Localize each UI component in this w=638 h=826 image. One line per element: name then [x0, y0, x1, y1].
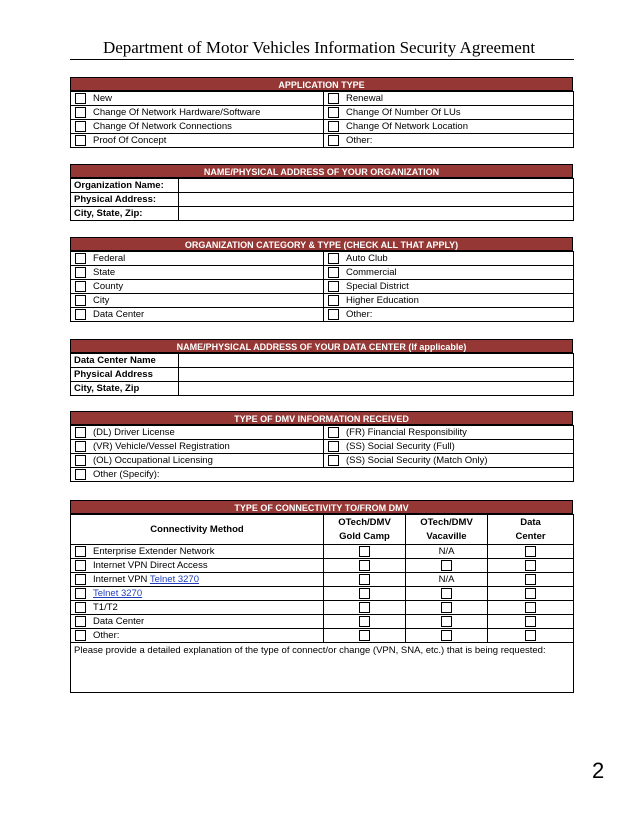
checkbox[interactable] [75, 309, 86, 320]
checkbox[interactable] [75, 546, 86, 557]
telnet-link[interactable]: Telnet 3270 [93, 588, 143, 599]
method-telnet [71, 587, 324, 601]
checkbox[interactable] [75, 135, 86, 146]
gold-camp-cell [324, 559, 406, 573]
checkbox[interactable] [359, 602, 370, 613]
application-type-header: APPLICATION TYPE [70, 77, 573, 91]
column-data-center: Data Center [488, 515, 574, 545]
checkbox[interactable] [75, 121, 86, 132]
checkbox[interactable] [75, 455, 86, 466]
option-change-connections: Change Of Network Connections [71, 120, 324, 134]
category-auto-club: Auto Club [324, 252, 574, 266]
telnet-link[interactable]: Telnet 3270 [149, 574, 199, 585]
checkbox[interactable] [75, 267, 86, 278]
organization-name-field[interactable] [179, 179, 574, 193]
checkbox[interactable] [328, 107, 339, 118]
vacaville-cell [406, 615, 488, 629]
page-title: Department of Motor Vehicles Information Security Agreement [102, 38, 536, 57]
physical-address-field[interactable] [179, 193, 574, 207]
info-ol: (OL) Occupational Licensing [71, 454, 324, 468]
checkbox[interactable] [359, 630, 370, 641]
checkbox[interactable] [75, 602, 86, 613]
data-center-city-label: City, State, Zip [71, 382, 179, 396]
data-center-cell [488, 629, 574, 643]
checkbox[interactable] [75, 441, 86, 452]
data-center-address-section [70, 339, 573, 396]
column-connectivity-method: Connectivity Method [71, 515, 324, 545]
organization-category-section [70, 237, 573, 322]
category-data-center: Data Center [71, 308, 324, 322]
connectivity-section [70, 500, 573, 693]
checkbox[interactable] [525, 588, 536, 599]
organization-category-table [70, 251, 574, 322]
organization-category-header: ORGANIZATION CATEGORY & TYPE (CHECK ALL THAT APPLY) [70, 237, 573, 251]
checkbox[interactable] [328, 267, 339, 278]
info-fr: (FR) Financial Responsibility [324, 426, 574, 440]
checkbox[interactable] [75, 630, 86, 641]
info-vr: (VR) Vehicle/Vessel Registration [71, 440, 324, 454]
checkbox[interactable] [75, 107, 86, 118]
data-center-cell [488, 601, 574, 615]
option-change-hardware: Change Of Network Hardware/Software [71, 106, 324, 120]
checkbox[interactable] [525, 630, 536, 641]
city-state-zip-field[interactable] [179, 207, 574, 221]
method-data-center: Data Center [71, 615, 324, 629]
option-change-lus: Change Of Number Of LUs [324, 106, 574, 120]
option-proof-of-concept: Proof Of Concept [71, 134, 324, 148]
category-city: City [71, 294, 324, 308]
info-ss-match: (SS) Social Security (Match Only) [324, 454, 574, 468]
vacaville-cell: N/A [406, 573, 488, 587]
checkbox[interactable] [328, 253, 339, 264]
checkbox[interactable] [328, 427, 339, 438]
checkbox[interactable] [75, 427, 86, 438]
option-change-location: Change Of Network Location [324, 120, 574, 134]
checkbox[interactable] [328, 135, 339, 146]
dmv-info-section [70, 411, 573, 482]
checkbox[interactable] [328, 455, 339, 466]
category-county: County [71, 280, 324, 294]
dmv-info-header: TYPE OF DMV INFORMATION RECEIVED [70, 411, 573, 425]
data-center-cell [488, 573, 574, 587]
data-center-name-field[interactable] [179, 354, 574, 368]
category-federal: Federal [71, 252, 324, 266]
gold-camp-cell [324, 545, 406, 559]
checkbox[interactable] [75, 253, 86, 264]
vacaville-cell: N/A [406, 545, 488, 559]
data-center-address-header: NAME/PHYSICAL ADDRESS OF YOUR DATA CENTER (If applicable) [70, 339, 573, 353]
method-other: Other: [71, 629, 324, 643]
checkbox[interactable] [75, 588, 86, 599]
gold-camp-cell [324, 573, 406, 587]
checkbox[interactable] [359, 588, 370, 599]
checkbox[interactable] [75, 574, 86, 585]
checkbox[interactable] [75, 281, 86, 292]
method-internet-vpn-telnet: Internet VPN Telnet 3270 [71, 573, 324, 587]
gold-camp-cell [324, 615, 406, 629]
gold-camp-cell [324, 629, 406, 643]
column-gold-camp: OTech/DMV Gold Camp [324, 515, 406, 545]
column-vacaville: OTech/DMV Vacaville [406, 515, 488, 545]
physical-address-label: Physical Address: [71, 193, 179, 207]
checkbox[interactable] [359, 546, 370, 557]
organization-name-label: Organization Name: [71, 179, 179, 193]
vacaville-cell [406, 601, 488, 615]
checkbox[interactable] [525, 560, 536, 571]
checkbox[interactable] [525, 546, 536, 557]
dmv-info-table [70, 425, 574, 482]
checkbox[interactable] [441, 588, 452, 599]
checkbox[interactable] [441, 630, 452, 641]
data-center-name-label: Data Center Name [71, 354, 179, 368]
checkbox[interactable] [359, 616, 370, 627]
info-dl: (DL) Driver License [71, 426, 324, 440]
checkbox[interactable] [441, 602, 452, 613]
vacaville-cell [406, 559, 488, 573]
data-center-cell [488, 587, 574, 601]
method-t1-t2: T1/T2 [71, 601, 324, 615]
checkbox[interactable] [328, 295, 339, 306]
checkbox[interactable] [359, 574, 370, 585]
checkbox[interactable] [75, 560, 86, 571]
organization-address-header: NAME/PHYSICAL ADDRESS OF YOUR ORGANIZATION [70, 164, 573, 178]
option-new: New [71, 92, 324, 106]
info-ss-full: (SS) Social Security (Full) [324, 440, 574, 454]
checkbox[interactable] [359, 560, 370, 571]
checkbox[interactable] [328, 281, 339, 292]
category-other: Other: [324, 308, 574, 322]
data-center-cell [488, 545, 574, 559]
checkbox[interactable] [328, 93, 339, 104]
data-center-cell [488, 559, 574, 573]
checkbox[interactable] [328, 441, 339, 452]
checkbox[interactable] [525, 616, 536, 627]
gold-camp-cell [324, 587, 406, 601]
data-center-cell [488, 615, 574, 629]
gold-camp-cell [324, 601, 406, 615]
vacaville-cell [406, 587, 488, 601]
category-higher-education: Higher Education [324, 294, 574, 308]
title-rule [70, 59, 574, 60]
connectivity-header: TYPE OF CONNECTIVITY TO/FROM DMV [70, 500, 573, 514]
checkbox[interactable] [75, 295, 86, 306]
checkbox[interactable] [328, 309, 339, 320]
connectivity-table [70, 514, 574, 693]
method-internet-vpn-direct: Internet VPN Direct Access [71, 559, 324, 573]
option-renewal: Renewal [324, 92, 574, 106]
page-number: 2 [592, 758, 605, 783]
checkbox[interactable] [328, 121, 339, 132]
checkbox[interactable] [525, 602, 536, 613]
data-center-address-field[interactable] [179, 368, 574, 382]
option-other: Other: [324, 134, 574, 148]
category-special-district: Special District [324, 280, 574, 294]
vacaville-cell [406, 629, 488, 643]
data-center-city-field[interactable] [179, 382, 574, 396]
application-type-table [70, 91, 574, 148]
category-commercial: Commercial [324, 266, 574, 280]
city-state-zip-label: City, State, Zip: [71, 207, 179, 221]
application-type-section [70, 77, 573, 148]
data-center-address-label: Physical Address [71, 368, 179, 382]
explanation-field[interactable]: Please provide a detailed explanation of the type of connect/or change (VPN, SNA, etc.) that is being requested: [71, 643, 574, 693]
organization-address-section [70, 164, 573, 221]
method-enterprise-extender: Enterprise Extender Network [71, 545, 324, 559]
checkbox[interactable] [75, 469, 86, 480]
data-center-address-table [70, 353, 574, 396]
checkbox[interactable] [525, 574, 536, 585]
category-state: State [71, 266, 324, 280]
checkbox[interactable] [75, 616, 86, 627]
organization-address-table [70, 178, 574, 221]
info-other: Other (Specify): [71, 468, 574, 482]
checkbox[interactable] [441, 560, 452, 571]
checkbox[interactable] [75, 93, 86, 104]
checkbox[interactable] [441, 616, 452, 627]
